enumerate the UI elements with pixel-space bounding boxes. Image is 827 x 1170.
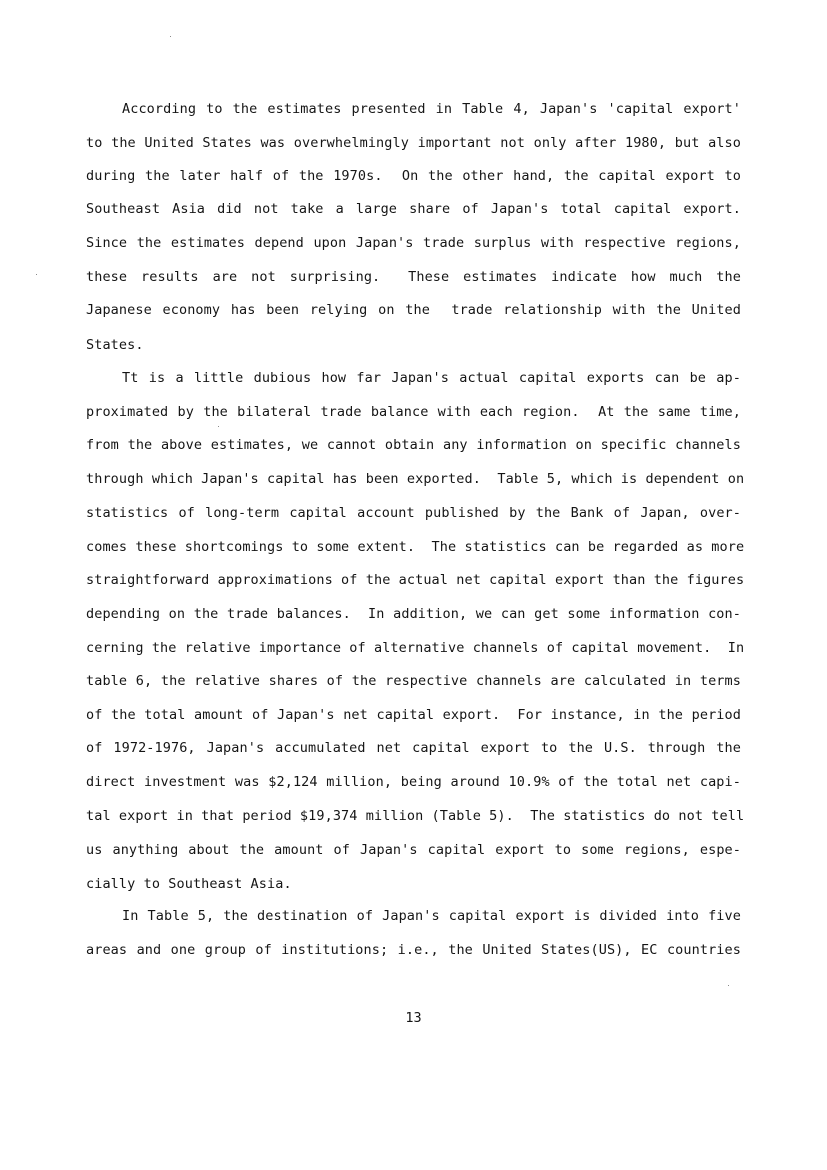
paragraph-2-line-11: of the total amount of Japan's net capital export. For instance, in the period	[86, 707, 741, 723]
scan-speck	[36, 274, 37, 275]
page-number: 13	[405, 1010, 422, 1026]
paragraph-2-line-7: straightforward approximations of the actual net capital export than the figures	[86, 572, 745, 588]
paragraph-2-line-13: direct investment was $2,124 million, being around 10.9% of the total net capi-	[86, 774, 741, 790]
paragraph-3-line-2: areas and one group of institutions; i.e., the United States(US), EC countries	[86, 942, 741, 958]
paragraph-2-line-15: us anything about the amount of Japan's capital export to some regions, espe-	[86, 842, 741, 858]
paragraph-2-line-3: from the above estimates, we cannot obtain any information on specific channels	[86, 437, 741, 453]
paragraph-2-line-12: of 1972-1976, Japan's accumulated net capital export to the U.S. through the	[86, 740, 741, 756]
paragraph-1-line-1: According to the estimates presented in Table 4, Japan's 'capital export'	[122, 101, 741, 117]
paragraph-2-line-6: comes these shortcomings to some extent. The statistics can be regarded as more	[86, 539, 745, 555]
paragraph-1-line-8: States.	[86, 337, 144, 353]
paragraph-1-line-3: during the later half of the 1970s. On the other hand, the capital export to	[86, 168, 741, 184]
scan-speck	[170, 36, 171, 37]
scan-speck	[728, 985, 729, 986]
paragraph-1-line-4: Southeast Asia did not take a large share of Japan's total capital export.	[86, 201, 741, 217]
paragraph-2-line-16: cially to Southeast Asia.	[86, 876, 292, 892]
paragraph-2-line-4: through which Japan's capital has been exported. Table 5, which is dependent on	[86, 471, 745, 487]
paragraph-2-line-1: Tt is a little dubious how far Japan's actual capital exports can be ap-	[122, 370, 741, 386]
paragraph-2-line-9: cerning the relative importance of alternative channels of capital movement. In	[86, 640, 745, 656]
paragraph-1-line-6: these results are not surprising. These estimates indicate how much the	[86, 269, 741, 285]
paragraph-2-line-5: statistics of long-term capital account published by the Bank of Japan, over-	[86, 505, 741, 521]
paragraph-3-line-1: In Table 5, the destination of Japan's capital export is divided into five	[122, 908, 741, 924]
paragraph-1-line-5: Since the estimates depend upon Japan's trade surplus with respective regions,	[86, 235, 741, 251]
paragraph-2-line-8: depending on the trade balances. In addition, we can get some information con-	[86, 606, 741, 622]
paragraph-2-line-14: tal export in that period $19,374 million (Table 5). The statistics do not tell	[86, 808, 745, 824]
paragraph-1-line-7: Japanese economy has been relying on the trade relationship with the United	[86, 302, 741, 318]
paragraph-2-line-10: table 6, the relative shares of the respective channels are calculated in terms	[86, 673, 741, 689]
paragraph-2-line-2: proximated by the bilateral trade balance with each region. At the same time,	[86, 404, 741, 420]
paragraph-1-line-2: to the United States was overwhelmingly important not only after 1980, but also	[86, 135, 741, 151]
scan-speck	[218, 426, 219, 427]
